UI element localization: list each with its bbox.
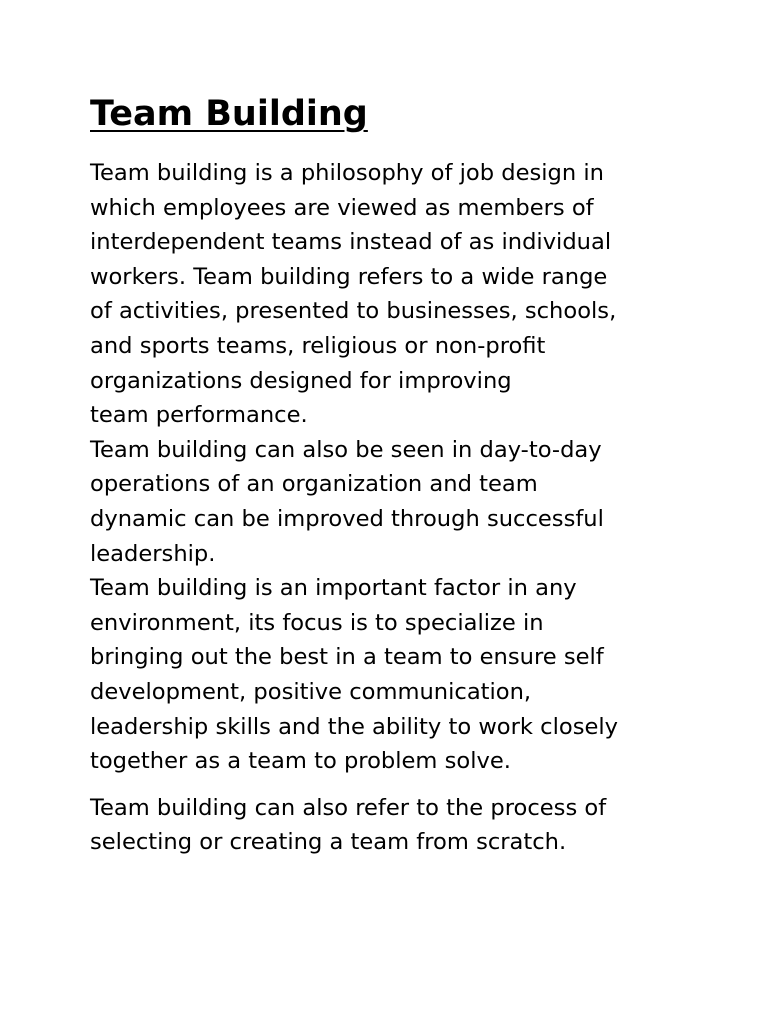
text-line: organizations designed for improving	[90, 367, 512, 394]
document-title: Team Building	[90, 94, 368, 134]
text-line: Team building can also be seen in day-to-day	[90, 436, 602, 463]
paragraph-importance	[90, 571, 690, 779]
document-body	[90, 92, 690, 860]
text-line: bringing out the best in a team to ensure self	[90, 644, 604, 671]
text-line: Team building is a philosophy of job design in	[90, 160, 604, 186]
text-line: team performance.	[90, 402, 308, 429]
paragraph-selection	[90, 791, 690, 860]
text-line: selecting or creating a team from scratch.	[90, 829, 567, 856]
text-line: Team building can also refer to the process of	[90, 794, 607, 821]
text-line: environment, its focus is to specialize in	[90, 609, 544, 636]
text-line: leadership.	[90, 540, 216, 567]
text-line: which employees are viewed as members of	[90, 194, 594, 221]
text-line: and sports teams, religious or non-profit	[90, 332, 546, 359]
text-line: together as a team to problem solve.	[90, 748, 511, 775]
text-line: Team building is an important factor in any	[90, 575, 577, 602]
text-line: of activities, presented to businesses, schools,	[90, 298, 617, 325]
text-line: interdependent teams instead of as individual	[90, 229, 612, 256]
text-line: dynamic can be improved through successful	[90, 505, 604, 532]
text-line: workers. Team building refers to a wide range	[90, 263, 608, 290]
text-line: leadership skills and the ability to work closely	[90, 713, 619, 740]
text-line: operations of an organization and team	[90, 471, 538, 498]
text-line: development, positive communication,	[90, 678, 532, 705]
paragraph-day-to-day	[90, 433, 690, 571]
paragraph-definition	[90, 156, 690, 433]
